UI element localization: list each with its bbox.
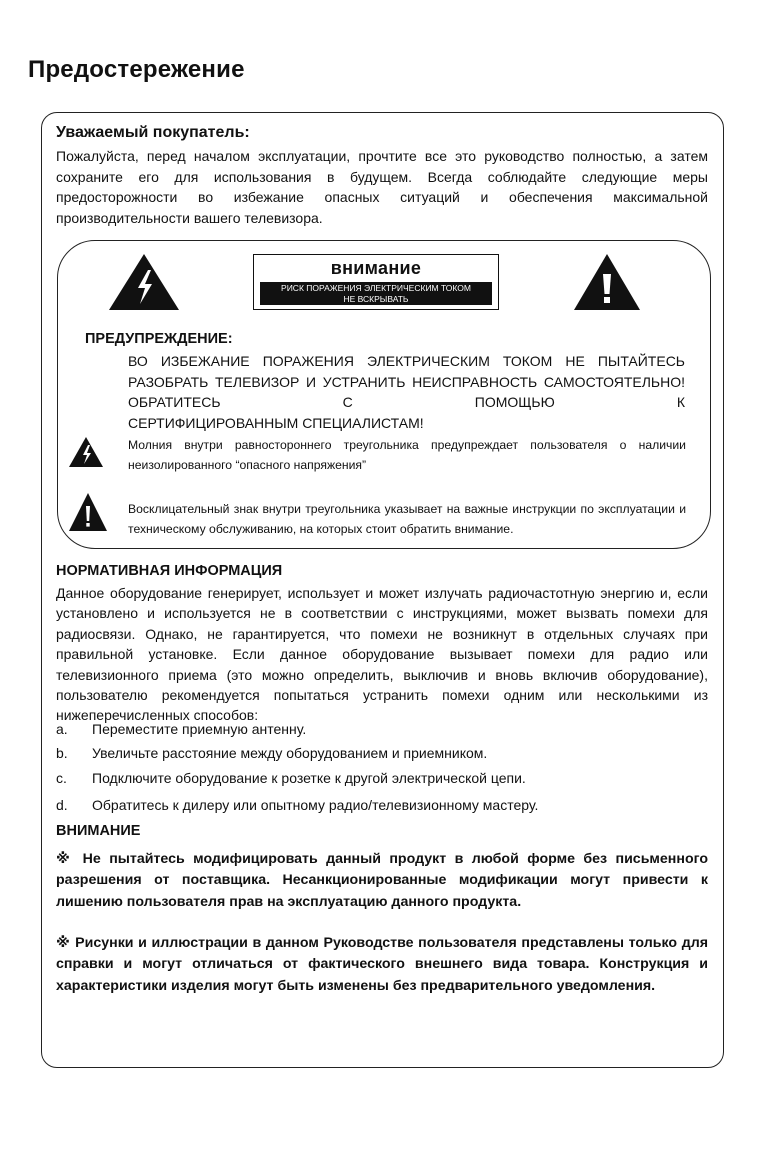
list-item-text: Обратитесь к дилеру или опытному радио/телевизионному мастеру. <box>92 797 539 813</box>
list-item <box>56 743 487 763</box>
caution-label-subtitle <box>260 282 492 305</box>
warning-title: ПРЕДУПРЕЖДЕНИЕ: <box>85 331 233 347</box>
warning-text <box>128 351 685 433</box>
lightning-symbol-text: Молния внутри равностороннего треугольника предупреждает пользователя о наличии неизолированного “опасного напряжения” <box>128 438 686 472</box>
greeting-text: Пожалуйста, перед началом эксплуатации, прочтите все это руководство полностью, а затем сохраните его для использования в будущем. Всегда соблюдайте следующие меры предосторожности во избежание опасных ситуаций и обеспечения максимальной производительности вашего телевизора. <box>56 148 708 226</box>
list-item-letter: a. <box>56 721 68 737</box>
list-item <box>56 719 306 739</box>
list-item-letter: c. <box>56 770 67 786</box>
regulatory-text: Данное оборудование генерирует, использует и может излучать радиочастотную энергию и, если установлено и используется не в соответствии с инструкциями, может вызвать помехи для радиосвязи. Однако, не гарантируется, что помехи не возникнут в отдельных случаях при правильной установке. Если данное оборудование вызывает помехи для радио или телевизионного приема (это можно определить, выключив и вновь включив оборудование), пользователю рекомендуется попытаться устранить помехи одним или несколькими из нижеперечисленных способов: <box>56 585 708 724</box>
list-item <box>56 768 526 788</box>
exclamation-icon <box>68 492 108 532</box>
list-item-letter: d. <box>56 797 68 813</box>
caution-label-line-1: РИСК ПОРАЖЕНИЯ ЭЛЕКТРИЧЕСКИМ ТОКОМ <box>281 283 471 293</box>
greeting-title: Уважаемый покупатель: <box>56 124 250 141</box>
list-item <box>56 795 538 815</box>
page-title: Предостережение <box>28 56 245 83</box>
regulatory-title: НОРМАТИВНАЯ ИНФОРМАЦИЯ <box>56 563 283 579</box>
list-item-text: Подключите оборудование к розетке к другой электрической цепи. <box>92 770 526 786</box>
lightning-icon <box>68 436 104 468</box>
attention-paragraph-modification: ※ Не пытайтесь модифицировать данный продукт в любой форме без письменного разрешения от поставщика. Несанкционированные модификации могут привести к лишению пользователя прав на эксплуатацию данного продукта. <box>56 851 708 910</box>
warning-text-last: СЕРТИФИЦИРОВАННЫМ СПЕЦИАЛИСТАМ! <box>128 414 424 431</box>
caution-label <box>253 254 499 310</box>
attention-title: ВНИМАНИЕ <box>56 823 141 839</box>
warning-text-main: ВО ИЗБЕЖАНИЕ ПОРАЖЕНИЯ ЭЛЕКТРИЧЕСКИМ ТОКОМ НЕ ПЫТАЙТЕСЬ РАЗОБРАТЬ ТЕЛЕВИЗОР И УСТРАНИТЬ НЕИСПРАВНОСТЬ САМОСТОЯТЕЛЬНО! ОБРАТИТЕСЬ С ПОМОЩЬЮ К <box>128 353 685 411</box>
list-item-letter: b. <box>56 745 68 761</box>
list-item-text: Увеличьте расстояние между оборудованием и приемником. <box>92 745 488 761</box>
caution-label-line-2: НЕ ВСКРЫВАТЬ <box>343 294 409 304</box>
exclamation-symbol-text: Восклицательный знак внутри треугольника указывает на важные инструкции по эксплуатации и техническому обслуживанию, на которых стоит обратить внимание. <box>128 502 686 536</box>
list-item-text: Переместите приемную антенну. <box>92 721 307 737</box>
caution-label-title: внимание <box>330 258 422 278</box>
lightning-warning-icon <box>107 252 181 312</box>
attention-paragraph-illustrations: ※ Рисунки и иллюстрации в данном Руководстве пользователя представлены только для справки и могут отличаться от фактического внешнего вида товара. Конструкция и характеристики изделия могут быть изменены без предварительного уведомления. <box>56 935 708 994</box>
exclamation-warning-icon <box>572 252 642 312</box>
